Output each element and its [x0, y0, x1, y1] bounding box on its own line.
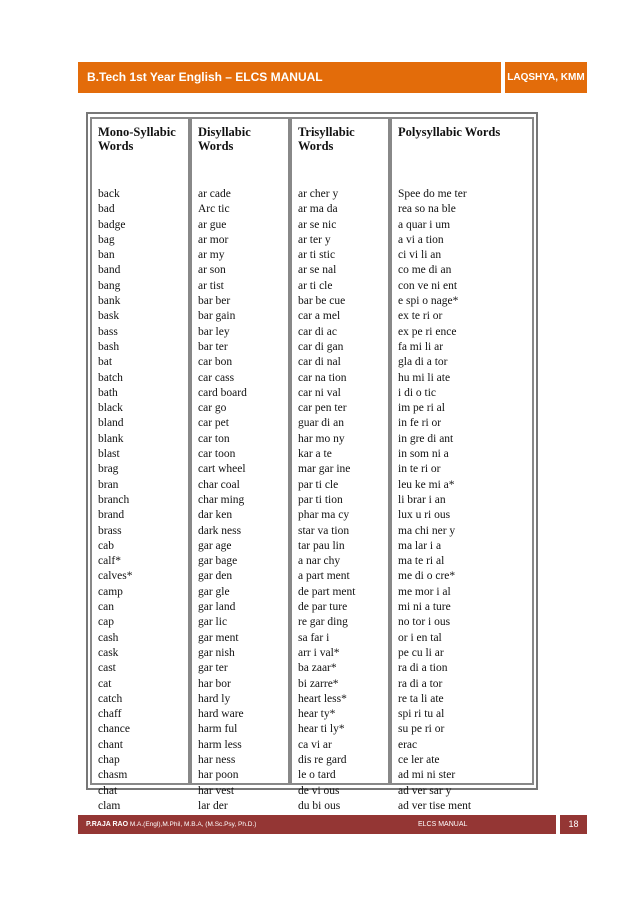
word-cell: cask — [98, 646, 119, 659]
word-cell: lar der — [198, 799, 228, 812]
word-cell: me di o cre* — [398, 570, 456, 583]
word-cell: bar be cue — [298, 295, 346, 308]
word-cell: har ness — [198, 753, 236, 766]
word-cell: back — [98, 188, 120, 200]
word-cell: Spee do me ter — [398, 188, 467, 200]
column-polysyllabic — [390, 117, 534, 812]
word-cell: sa far i — [298, 631, 330, 644]
word-cell: in gre di ant — [398, 432, 454, 445]
word-cell: su pe ri or — [398, 723, 445, 736]
word-cell: brag — [98, 463, 119, 476]
word-cell: car toon — [198, 448, 236, 461]
page-header — [78, 62, 587, 93]
word-cell: tar pau lin — [298, 539, 345, 552]
word-cell: mi ni a ture — [398, 601, 451, 614]
word-cell: ex te ri or — [398, 310, 443, 323]
word-cell: gar land — [198, 601, 236, 614]
word-cell: bath — [98, 386, 118, 399]
word-cell: band — [98, 264, 121, 277]
word-cell: or i en tal — [398, 631, 442, 644]
syllable-table — [86, 112, 538, 812]
word-cell: bi zarre* — [298, 677, 339, 690]
word-cell: ar cher y — [298, 188, 339, 200]
word-cell: car pen ter — [298, 402, 347, 415]
word-cell: par ti cle — [298, 478, 339, 491]
word-cell: harm less — [198, 738, 242, 751]
word-cell: in som ni a — [398, 448, 449, 461]
word-cell: bask — [98, 310, 120, 323]
word-cell: chasm — [98, 769, 128, 782]
word-cell: gar nish — [198, 646, 235, 659]
word-cell: ar ti cle — [298, 279, 333, 292]
word-cell: calves* — [98, 570, 133, 583]
word-cell: car bon — [198, 356, 233, 369]
word-cell: chant — [98, 738, 123, 751]
word-cell: cast — [98, 662, 116, 675]
word-cell: hear ti ly* — [298, 723, 345, 736]
word-cell: bar gain — [198, 310, 236, 323]
word-cell: ci vi li an — [398, 249, 442, 262]
word-cell: a quar i um — [398, 218, 451, 231]
word-cell: car a mel — [298, 310, 341, 323]
word-cell: car di ac — [298, 325, 337, 338]
word-cell: a part ment — [298, 570, 350, 583]
word-cell: ba zaar* — [298, 662, 337, 675]
word-cell: bar ber — [198, 295, 231, 308]
word-cell: dis re gard — [298, 753, 347, 766]
header-org: LAQSHYA, KMM — [505, 62, 587, 93]
word-cell: erac — [398, 738, 418, 751]
word-cell: bar ley — [198, 325, 230, 338]
page-number: 18 — [560, 815, 587, 834]
word-cell: bat — [98, 356, 113, 369]
word-cell: con ve ni ent — [398, 279, 458, 292]
word-cell: chap — [98, 753, 120, 766]
word-cell: ar my — [198, 249, 225, 262]
word-cell: char coal — [198, 478, 240, 491]
word-cell: guar di an — [298, 417, 344, 430]
word-cell: im pe ri al — [398, 402, 445, 415]
word-cell: can — [98, 601, 114, 614]
word-cell: catch — [98, 692, 123, 705]
word-cell: hard ware — [198, 708, 244, 721]
word-cell: a vi a tion — [398, 233, 444, 246]
word-cell: ar ti stic — [298, 249, 336, 262]
word-cell: in te ri or — [398, 463, 441, 476]
author-name: P.RAJA RAO — [86, 821, 129, 828]
word-cell: calf* — [98, 555, 121, 568]
word-cell: ce ler ate — [398, 753, 440, 766]
word-cell: ar se nal — [298, 264, 337, 277]
word-cell: ma lar i a — [398, 539, 442, 552]
word-cell: chat — [98, 784, 118, 797]
word-cell: i di o tic — [398, 386, 437, 399]
word-cell: cat — [98, 677, 112, 690]
word-cell: bar ter — [198, 340, 228, 353]
word-cell: harm ful — [198, 723, 238, 736]
word-cell: badge — [98, 218, 126, 231]
word-cell: car cass — [198, 371, 235, 384]
word-cell: cash — [98, 631, 119, 644]
column-heading: Mono-Syllabic Words — [98, 125, 176, 153]
word-cell: ar tist — [198, 279, 224, 292]
footer-author — [78, 815, 556, 834]
word-cell: gar bage — [198, 555, 238, 568]
word-list — [298, 187, 355, 814]
word-cell: ex pe ri ence — [398, 325, 457, 338]
word-cell: har mo ny — [298, 432, 345, 445]
word-cell: gla di a tor — [398, 356, 448, 369]
word-cell: gar ter — [198, 662, 228, 675]
word-cell: ar se nic — [298, 218, 337, 231]
word-cell: de vi ous — [298, 784, 340, 797]
word-cell: har vest — [198, 784, 235, 797]
column-mono-syllabic — [90, 117, 190, 812]
word-cell: chance — [98, 723, 130, 736]
word-cell: lux u ri ous — [398, 509, 451, 522]
word-cell: batch — [98, 371, 123, 384]
column-heading: Trisyllabic Words — [298, 125, 355, 153]
word-cell: heart less* — [298, 692, 347, 705]
word-cell: dark ness — [198, 524, 242, 537]
word-cell: kar a te — [298, 448, 332, 461]
word-cell: pe cu li ar — [398, 646, 444, 659]
word-cell: gar lic — [198, 616, 228, 629]
word-cell: blank — [98, 432, 124, 445]
word-cell: ra di a tor — [398, 677, 443, 690]
word-cell: ad ver sar y — [398, 784, 452, 797]
word-cell: car ton — [198, 432, 230, 445]
word-cell: a nar chy — [298, 555, 341, 568]
word-cell: star va tion — [298, 524, 350, 537]
word-cell: har poon — [198, 769, 239, 782]
word-cell: brand — [98, 509, 125, 522]
footer-manual: ELCS MANUAL — [418, 821, 468, 828]
word-cell: gar gle — [198, 585, 230, 598]
word-cell: in fe ri or — [398, 417, 442, 430]
column-disyllabic — [190, 117, 290, 812]
word-cell: bran — [98, 478, 119, 491]
word-cell: bang — [98, 279, 121, 292]
word-cell: du bi ous — [298, 799, 341, 812]
word-cell: gar ment — [198, 631, 239, 644]
word-cell: black — [98, 402, 123, 415]
word-cell: car na tion — [298, 371, 347, 384]
word-cell: bland — [98, 417, 124, 430]
word-cell: leu ke mi a* — [398, 478, 455, 491]
word-cell: bass — [98, 325, 118, 338]
page-footer — [78, 815, 587, 834]
word-cell: cap — [98, 616, 114, 629]
word-cell: camp — [98, 585, 123, 598]
word-cell: arr i val* — [298, 646, 340, 659]
word-cell: ra di a tion — [398, 662, 448, 675]
word-cell: cart wheel — [198, 463, 246, 476]
word-cell: spi ri tu al — [398, 708, 445, 721]
word-cell: clam — [98, 799, 121, 812]
word-cell: brass — [98, 524, 122, 537]
word-cell: ad mi ni ster — [398, 769, 456, 782]
word-cell: de par ture — [298, 601, 348, 614]
word-cell: har bor — [198, 677, 231, 690]
word-cell: re gar ding — [298, 616, 348, 629]
column-heading: Disyllabic Words — [198, 125, 251, 153]
word-cell: chaff — [98, 708, 122, 721]
word-cell: me mor i al — [398, 585, 451, 598]
word-cell: re ta li ate — [398, 692, 444, 705]
word-cell: e spi o nage* — [398, 295, 459, 308]
word-cell: li brar i an — [398, 493, 446, 506]
word-cell: bad — [98, 203, 115, 216]
word-cell: hear ty* — [298, 708, 336, 721]
word-cell: ad ver tise ment — [398, 799, 472, 812]
word-cell: dar ken — [198, 509, 233, 522]
word-cell: ar ter y — [298, 233, 331, 246]
word-cell: phar ma cy — [298, 509, 350, 522]
word-cell: ma chi ner y — [398, 524, 456, 537]
word-cell: bag — [98, 233, 115, 246]
word-cell: par ti tion — [298, 493, 343, 506]
word-cell: de part ment — [298, 585, 356, 598]
word-cell: car pet — [198, 417, 229, 430]
column-heading: Polysyllabic Words — [398, 125, 501, 139]
word-cell: ar son — [198, 264, 226, 277]
word-cell: car go — [198, 402, 227, 415]
word-cell: hard ly — [198, 692, 231, 705]
header-title: B.Tech 1st Year English – ELCS MANUAL — [78, 62, 501, 93]
word-list — [398, 187, 471, 814]
word-cell: car di nal — [298, 356, 341, 369]
word-cell: Arc tic — [198, 203, 230, 216]
word-cell: co me di an — [398, 264, 452, 277]
word-cell: car ni val — [298, 386, 341, 399]
word-cell: mar gar ine — [298, 463, 351, 476]
word-list — [98, 187, 132, 814]
word-cell: fa mi li ar — [398, 340, 444, 353]
word-cell: gar den — [198, 570, 233, 583]
word-cell: ar gue — [198, 218, 227, 231]
word-cell: bank — [98, 295, 121, 308]
author-qualifications: M.A.(Engl),M.Phil, M.B.A, (M.Sc.Psy, Ph.D.) — [128, 821, 257, 828]
column-trisyllabic — [290, 117, 390, 812]
word-cell: no tor i ous — [398, 616, 451, 629]
word-cell: ar cade — [198, 188, 231, 200]
word-cell: blast — [98, 448, 120, 461]
word-cell: ca vi ar — [298, 738, 332, 751]
word-cell: branch — [98, 493, 130, 506]
word-cell: le o tard — [298, 769, 336, 782]
word-cell: gar age — [198, 539, 232, 552]
word-cell: ar ma da — [298, 203, 338, 216]
word-cell: ar mor — [198, 233, 229, 246]
word-cell: ban — [98, 249, 115, 262]
word-cell: char ming — [198, 493, 245, 506]
word-cell: car di gan — [298, 340, 344, 353]
word-cell: bash — [98, 340, 120, 353]
word-cell: hu mi li ate — [398, 371, 451, 384]
word-cell: card board — [198, 386, 247, 399]
word-cell: ma te ri al — [398, 555, 445, 568]
word-cell: rea so na ble — [398, 203, 456, 216]
word-list — [198, 187, 247, 814]
word-cell: cab — [98, 539, 114, 552]
